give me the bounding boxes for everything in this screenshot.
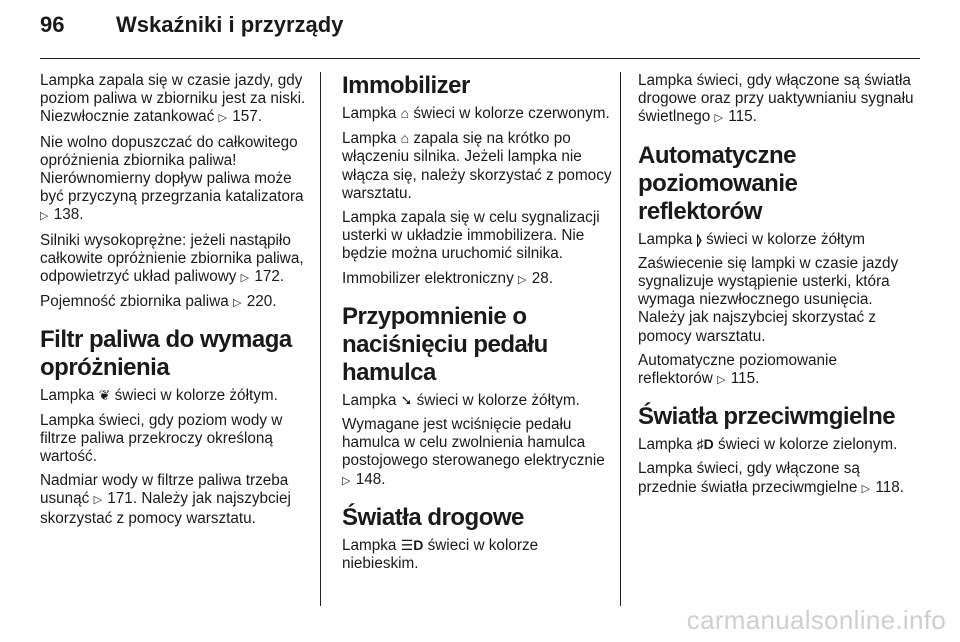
paragraph <box>40 386 312 405</box>
fog-light-icon: ♯D <box>696 436 714 453</box>
paragraph-text: Należy jak najszybciej skorzystać z pomocy warsztatu. <box>40 490 291 527</box>
paragraph-text: Automatyczne poziomowanie reflektorów <box>638 351 837 388</box>
paragraph-text: świeci w kolorze niebieskim. <box>342 536 539 573</box>
fuel-filter-icon: ❦ <box>98 387 111 404</box>
column-3 <box>638 72 914 504</box>
page-ref[interactable] <box>518 270 553 287</box>
ref-arrow-icon: ▷ <box>861 482 871 495</box>
watermark: carmanualsonline.info <box>686 605 946 635</box>
ref-arrow-icon: ▷ <box>717 374 726 387</box>
brake-pedal-icon: ➘ <box>400 391 413 408</box>
section-heading-fuel-filter: Filtr paliwa do wymaga opróżnienia <box>40 326 292 382</box>
paragraph-text: Lampka <box>342 105 397 122</box>
paragraph-text: Lampka <box>342 130 397 148</box>
ref-number: 118. <box>875 478 904 496</box>
section-heading-fog-lights: Światła przeciwmgielne <box>638 403 896 431</box>
section-heading-high-beam: Światła drogowe <box>342 503 524 531</box>
paragraph <box>342 270 614 289</box>
paragraph-text: Nadmiar wody w filtrze paliwa trzeba usunąć <box>40 472 289 508</box>
paragraph <box>40 293 312 312</box>
headlight-leveling-icon: ⦊ <box>696 230 702 247</box>
paragraph <box>638 460 914 497</box>
column-divider-left <box>320 72 321 606</box>
paragraph <box>40 72 312 128</box>
paragraph-text: świeci w kolorze żółtym <box>706 230 866 248</box>
ref-number: 115. <box>728 108 757 126</box>
immobilizer-icon: ⌂ <box>400 130 410 147</box>
page-ref[interactable] <box>715 108 757 125</box>
page-ref[interactable] <box>40 206 84 223</box>
paragraph <box>342 536 614 573</box>
page-ref[interactable] <box>717 370 759 387</box>
paragraph-text: Silniki wysokoprężne: jeżeli nastąpiło całkowite opróżnienie zbiornika paliwa, odpowietrzyć układ paliwowy <box>40 231 304 286</box>
paragraph <box>40 232 312 288</box>
page-ref[interactable] <box>233 293 277 310</box>
paragraph <box>638 255 914 346</box>
paragraph-text: świeci w kolorze czerwonym. <box>413 105 610 122</box>
paragraph-text: Lampka świeci, gdy włączone są przednie światła przeciwmgielne <box>638 460 860 496</box>
ref-number: 138. <box>53 206 84 224</box>
paragraph <box>638 435 914 454</box>
paragraph <box>40 472 312 528</box>
ref-number: 28. <box>531 269 553 287</box>
paragraph-text: świeci w kolorze zielonym. <box>718 436 898 454</box>
ref-arrow-icon: ▷ <box>93 494 103 507</box>
ref-arrow-icon: ▷ <box>342 474 351 487</box>
paragraph-text: Lampka zapala się w czasie jazdy, gdy poziom paliwa w zbiorniku jest za niski. Niezwłocznie zatankować <box>40 72 306 126</box>
paragraph-text: Lampka <box>638 230 693 248</box>
paragraph-text: Nie wolno dopuszczać do całkowitego opróżnienia zbiornika paliwa! Nierównomierny dopływ paliwa może być przyczyną przegrzania katalizatora <box>40 133 304 206</box>
ref-arrow-icon: ▷ <box>218 112 228 125</box>
paragraph <box>638 352 914 389</box>
paragraph-text: Lampka <box>638 436 693 454</box>
page-ref[interactable] <box>862 479 904 496</box>
ref-arrow-icon: ▷ <box>240 272 250 285</box>
paragraph-text: Pojemność zbiornika paliwa <box>40 293 229 311</box>
paragraph <box>342 416 614 490</box>
paragraph-text: świeci w kolorze żółtym. <box>416 391 580 409</box>
paragraph-text: Lampka świeci, gdy poziom wody w filtrze paliwa przekroczy określoną wartość. <box>40 411 283 466</box>
ref-number: 171. <box>107 490 138 508</box>
paragraph-text: świeci w kolorze żółtym. <box>114 387 278 405</box>
paragraph <box>342 104 614 123</box>
page-ref[interactable] <box>342 471 386 488</box>
paragraph <box>40 412 312 467</box>
paragraph <box>342 129 614 203</box>
section-heading-headlight-leveling: Automatyczne poziomowanie reflektorów <box>638 141 798 225</box>
section-heading-immobilizer: Immobilizer <box>342 72 470 99</box>
paragraph-text: Wymagane jest wciśnięcie pedału hamulca w celu zwolnienia hamulca postojowego sterowanego elektrycznie <box>342 416 605 470</box>
paragraph-text: Lampka zapala się w celu sygnalizacji usterki w układzie immobilizera. Nie będzie można uruchomić silnika. <box>342 209 600 263</box>
paragraph <box>40 134 312 226</box>
immobilizer-icon: ⌂ <box>400 105 410 121</box>
column-2 <box>342 72 614 579</box>
paragraph-text: Zaświecenie się lampki w czasie jazdy sygnalizuje wystąpienie usterki, która wymaga niezwłocznego usunięcia. Należy jak najszybciej skorzystać z pomocy warsztatu. <box>638 254 899 345</box>
column-divider-right <box>620 72 621 606</box>
ref-arrow-icon: ▷ <box>40 210 49 223</box>
ref-arrow-icon: ▷ <box>233 297 242 310</box>
running-head: Wskaźniki i przyrządy <box>116 12 344 37</box>
ref-number: 115. <box>730 370 760 388</box>
page-ref[interactable] <box>219 108 263 125</box>
page-ref[interactable] <box>94 490 138 507</box>
paragraph <box>342 391 614 410</box>
ref-arrow-icon: ▷ <box>714 112 723 125</box>
paragraph-text: Lampka <box>342 391 397 409</box>
ref-number: 148. <box>355 470 386 488</box>
paragraph <box>342 209 614 264</box>
paragraph <box>638 230 914 249</box>
paragraph-text: Immobilizer elektroniczny <box>342 269 514 287</box>
paragraph <box>638 72 914 128</box>
section-heading-brake-reminder: Przypomnienie o naciśnięciu pedału hamulca <box>342 302 548 386</box>
ref-arrow-icon: ▷ <box>517 273 527 286</box>
header-rule <box>40 58 920 59</box>
paragraph-text: Lampka <box>40 387 95 405</box>
column-1 <box>40 72 312 534</box>
paragraph-text: Lampka świeci, gdy włączone są światła drogowe oraz przy uaktywnianiu sygnału świetlnego <box>638 72 914 126</box>
high-beam-icon: ☰D <box>400 536 424 553</box>
ref-number: 220. <box>246 293 277 311</box>
paragraph-text: Lampka <box>342 536 397 554</box>
ref-number: 172. <box>254 268 285 286</box>
page-number: 96 <box>40 12 65 37</box>
page-ref[interactable] <box>241 268 285 285</box>
paragraph-text: zapala się na krótko po włączeniu silnika. Jeżeli lampka nie włącza się, należy skorzystać z pomocy warsztatu. <box>342 130 612 202</box>
ref-number: 157. <box>232 108 263 126</box>
